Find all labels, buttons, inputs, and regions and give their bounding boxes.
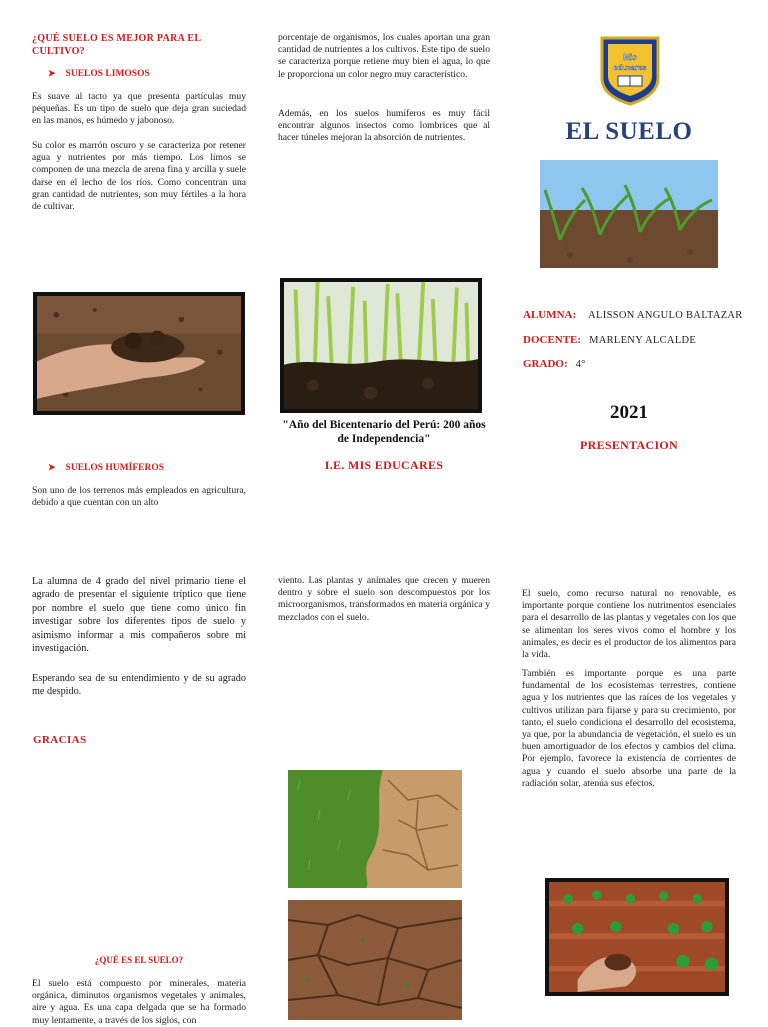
arrow-bullet-icon: ➤ bbox=[48, 462, 56, 472]
cover-title: EL SUELO bbox=[565, 118, 693, 145]
svg-text:educares: educares bbox=[613, 63, 647, 72]
svg-text:Mis: Mis bbox=[623, 53, 637, 62]
school-logo bbox=[598, 34, 662, 106]
presentacion-label: PRESENTACION bbox=[579, 438, 679, 452]
importance-paragraph-2: También es importante porque es una parte fundamental de los ecosistemas terrestres, contiene agua y los nutrientes que las raíces de los vegetales y cultivos utilizan para fijarse y para su crecimiento, por tanto, el suelo condiciona el desarrollo del ecosistema, ya que, por la abundancia de vegetación, el suelo es un buen amortiguador de los efectos y cambios del clima. Por ejemplo, favorece la existencia de corrientes de agua y cuando el suelo absorbe una parte de la radiación solar, atenúa sus efectos. bbox=[522, 668, 736, 789]
middle-paragraph-2: Además, en los suelos humíferos es muy fácil encontrar algunos insectos como lombrices que al hacer túneles mejoran la absorción de nutrientes. bbox=[278, 108, 490, 144]
humiferos-title: SUELOS HUMÍFEROS bbox=[65, 463, 164, 473]
importance-paragraph-1: El suelo, como recurso natural no renovable, es importante porque contiene los nutrimentos esenciales para el desarrollo de las plantas y vegetales con los que se alimentan los seres vivos como el hombre y los animales, es decir es el productor de los alimentos para la vida. bbox=[522, 588, 736, 661]
limosos-paragraph-1: Es suave al tacto ya que presenta partículas muy pequeñas. Es un tipo de suelo que deja gran suciedad en las manos, es húmedo y jabonoso. bbox=[32, 91, 246, 127]
limosos-heading bbox=[48, 68, 150, 79]
grado-label: GRADO: bbox=[523, 358, 568, 370]
intro-paragraph: La alumna de 4 grado del nivel primario tiene el agrado de presentar el siguiente tríptico que tiene por nombre el suelo que tiene como único fin investigar sobre los diferentes tipos de suelo y asimismo informar a mis compañeros sobre mi investigación. bbox=[32, 576, 246, 655]
closing-paragraph: Esperando sea de su entendimiento y de su agrado me despido. bbox=[32, 673, 246, 698]
decomposition-paragraph: viento. Las plantas y animales que crecen y mueren dentro y sobre el suelo son descompuestos por los microorganismos, transformados en materia orgánica y mezclados con el suelo. bbox=[278, 575, 490, 623]
question-heading: ¿QUÉ SUELO ES MEJOR PARA EL CULTIVO? bbox=[32, 33, 201, 57]
grass-cracked-soil-photo bbox=[288, 770, 462, 888]
dry-cracked-soil-photo bbox=[288, 900, 462, 1020]
arrow-bullet-icon: ➤ bbox=[48, 68, 56, 78]
corn-field-photo bbox=[540, 160, 718, 268]
alumna-value: ALISSON ANGULO BALTAZAR bbox=[588, 310, 743, 321]
humiferos-heading bbox=[48, 462, 164, 473]
sprouts-photo bbox=[280, 278, 482, 413]
alumna-label: ALUMNA: bbox=[523, 309, 577, 321]
docente-row bbox=[523, 330, 696, 348]
year-motto: "Año del Bicentenario del Perú: 200 años de Independencia" bbox=[282, 419, 486, 445]
limosos-paragraph-2: Su color es marrón oscuro y se caracteriza por retener agua y nutrientes por más tiempo. Los limos se componen de una mezcla de arena fina y arcilla y suele darse en el lecho de los ríos. Como concentran una gran cantidad de nutrientes, son muy fértiles a la hora de cultivar. bbox=[32, 140, 246, 213]
docente-label: DOCENTE: bbox=[523, 334, 582, 346]
limosos-title: SUELOS LIMOSOS bbox=[65, 69, 150, 79]
middle-paragraph-1: porcentaje de organismos, los cuales aportan una gran cantidad de nutrientes a los cultivos. Este tipo de suelo se caracteriza porque retiene muy bien el agua, lo que le proporciona un color negro muy característico. bbox=[278, 32, 490, 80]
hands-soil-photo bbox=[33, 292, 245, 415]
que-es-paragraph: El suelo está compuesto por minerales, materia orgánica, diminutos organismos vegetales y animales, aire y agua. Es una capa delgada que se ha formado muy lentamente, a través de los siglos, con bbox=[32, 978, 246, 1026]
que-es-heading: ¿QUÉ ES EL SUELO? bbox=[94, 955, 184, 965]
docente-value: MARLENY ALCALDE bbox=[589, 335, 697, 346]
thanks-label: GRACIAS bbox=[33, 734, 87, 746]
alumna-row bbox=[523, 305, 743, 323]
humiferos-paragraph: Son uno de los terrenos más empleados en agricultura, debido a que cuentan con un alto bbox=[32, 485, 246, 509]
grado-row bbox=[523, 354, 586, 372]
cover-year: 2021 bbox=[610, 402, 648, 423]
school-name: I.E. MIS EDUCARES bbox=[324, 458, 444, 472]
grado-value: 4° bbox=[575, 359, 586, 370]
seedlings-hand-photo bbox=[545, 878, 729, 996]
